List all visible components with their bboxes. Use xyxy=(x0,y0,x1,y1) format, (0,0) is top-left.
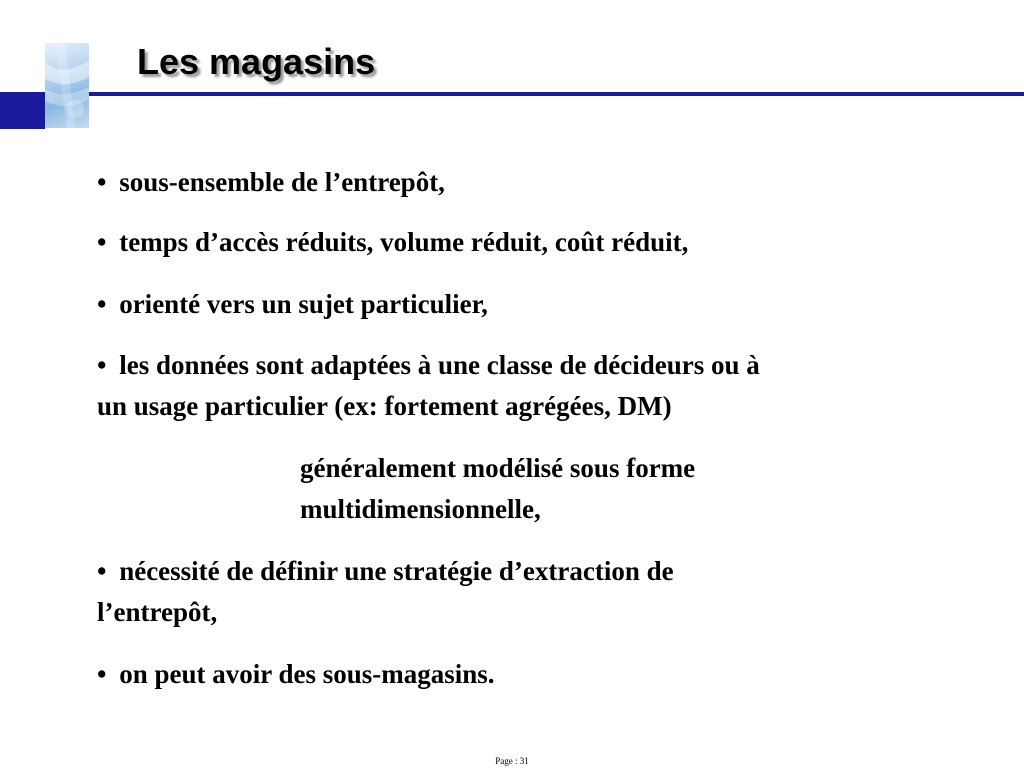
sub-item-text: généralement modélisé sous forme xyxy=(300,453,696,483)
header-rule xyxy=(89,92,1024,96)
bullet-continuation: l’entrepôt, xyxy=(97,597,218,627)
bullet-item xyxy=(97,345,760,386)
bullet-marker: • xyxy=(97,167,107,197)
bullet-item xyxy=(97,551,674,592)
abstract-blue-logo-icon xyxy=(45,43,89,128)
bullet-marker: • xyxy=(97,350,107,380)
bullet-marker: • xyxy=(97,659,107,689)
bullet-marker: • xyxy=(97,227,107,257)
bullet-text: orienté vers un sujet particulier, xyxy=(119,289,488,319)
bullet-text: nécessité de définir une stratégie d’extraction de xyxy=(119,556,674,586)
bullet-item xyxy=(97,654,495,695)
bullet-continuation: un usage particulier (ex: fortement agrégées, DM) xyxy=(97,391,672,421)
bullet-text: temps d’accès réduits, volume réduit, coût réduit, xyxy=(119,227,689,257)
bullet-item xyxy=(97,222,688,263)
header-left-bar xyxy=(0,92,45,129)
sub-item-continuation: multidimensionnelle, xyxy=(300,494,541,524)
bullet-marker: • xyxy=(97,289,107,319)
page-number: Page : 31 xyxy=(495,756,529,766)
bullet-item xyxy=(97,162,445,203)
bullet-text: on peut avoir des sous-magasins. xyxy=(119,659,495,689)
bullet-marker: • xyxy=(97,556,107,586)
page-title: Les magasins xyxy=(137,41,376,82)
bullet-item xyxy=(97,284,488,325)
bullet-text: sous-ensemble de l’entrepôt, xyxy=(119,167,445,197)
bullet-text: les données sont adaptées à une classe de décideurs ou à xyxy=(119,350,760,380)
